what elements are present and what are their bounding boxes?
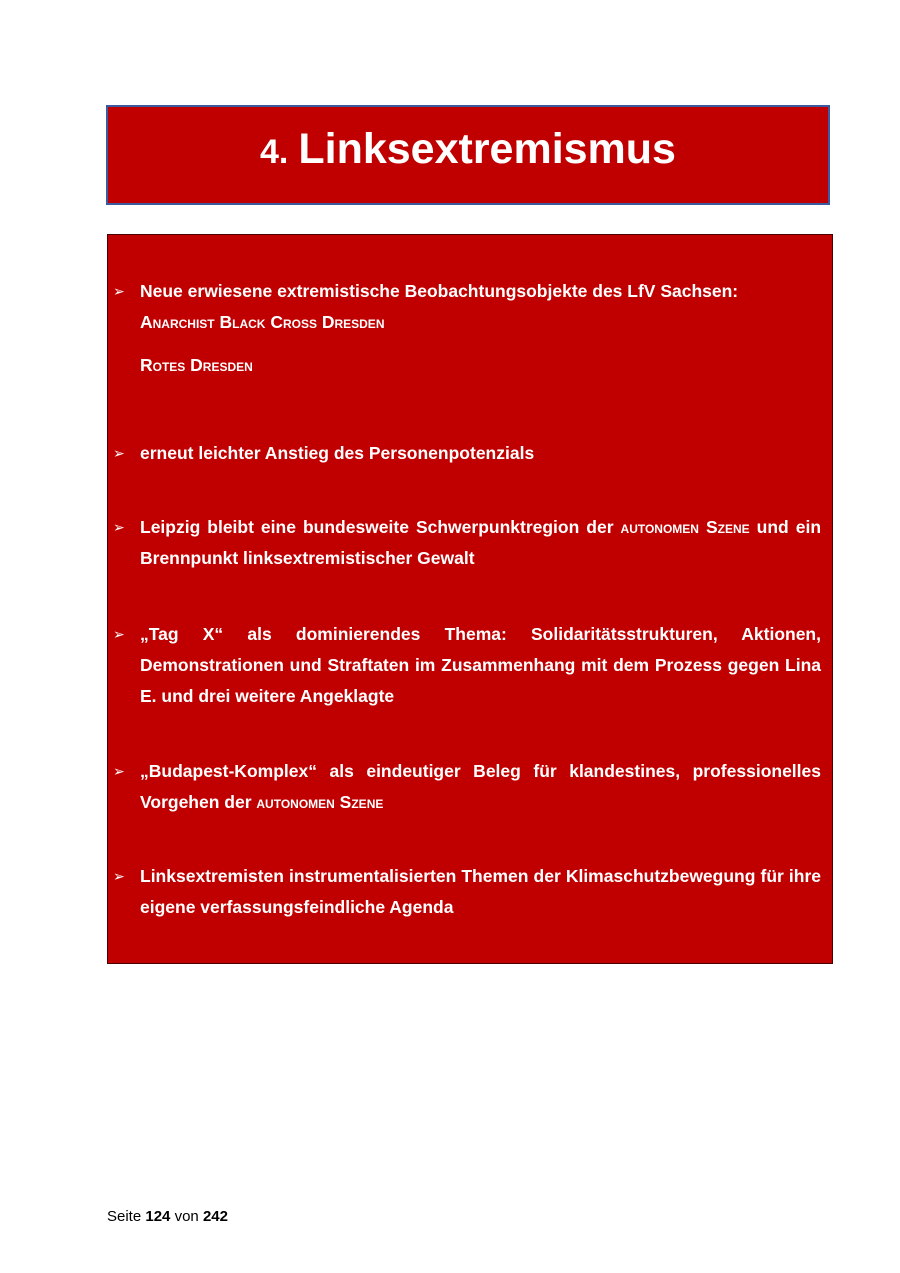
summary-item-text xyxy=(140,276,821,381)
chapter-title-text: Linksextremismus xyxy=(298,124,676,173)
summary-item-text: „Tag X“ als dominierendes Thema: Solidaritätsstrukturen, Aktionen, Demonstrationen und Straftaten im Zusammenhang mit dem Prozess gegen Lina E. und drei weitere Angeklagte xyxy=(140,624,821,706)
summary-item-text-part: „Budapest-Komplex“ als eindeutiger Beleg für klandestines, professionelles Vorgehen der xyxy=(140,761,821,812)
arrow-bullet-icon: ➢ xyxy=(113,868,125,884)
summary-item-text-part: Leipzig bleibt eine bundesweite Schwerpunktregion der xyxy=(140,517,621,537)
chapter-title xyxy=(260,125,676,174)
chapter-title-box xyxy=(106,105,830,205)
arrow-bullet-icon: ➢ xyxy=(113,626,125,642)
summary-item-text: Linksextremisten instrumentalisierten Themen der Klimaschutzbewegung für ihre eigene verfassungsfeindliche Agenda xyxy=(140,866,821,917)
total-page-count: 242 xyxy=(202,1208,228,1225)
current-page-number: 124 xyxy=(145,1208,171,1225)
summary-item-text xyxy=(140,756,821,818)
summary-box xyxy=(107,234,833,964)
summary-item-text: erneut leichter Anstieg des Personenpotenzials xyxy=(140,443,535,463)
arrow-bullet-icon: ➢ xyxy=(113,519,125,535)
chapter-number: 4. xyxy=(260,132,289,171)
footer-prefix: Seite xyxy=(107,1208,142,1225)
autonome-szene-term: autonomen Szene xyxy=(620,517,750,537)
page-footer xyxy=(107,1208,228,1225)
observed-object-rotes-dresden: Rotes Dresden xyxy=(140,355,253,375)
autonome-szene-term: autonomen Szene xyxy=(256,792,384,812)
arrow-bullet-icon: ➢ xyxy=(113,445,125,461)
arrow-bullet-icon: ➢ xyxy=(113,763,125,779)
summary-item-heading: Neue erwiesene extremistische Beobachtungsobjekte des LfV Sachsen: xyxy=(140,281,739,301)
footer-separator: von xyxy=(174,1208,199,1225)
summary-item-text-part: und ein Brennpunkt linksextremistischer Gewalt xyxy=(140,517,822,568)
observed-object-abc: Anarchist Black Cross Dresden xyxy=(140,312,385,332)
summary-item-text xyxy=(140,512,821,574)
arrow-bullet-icon: ➢ xyxy=(113,283,125,299)
